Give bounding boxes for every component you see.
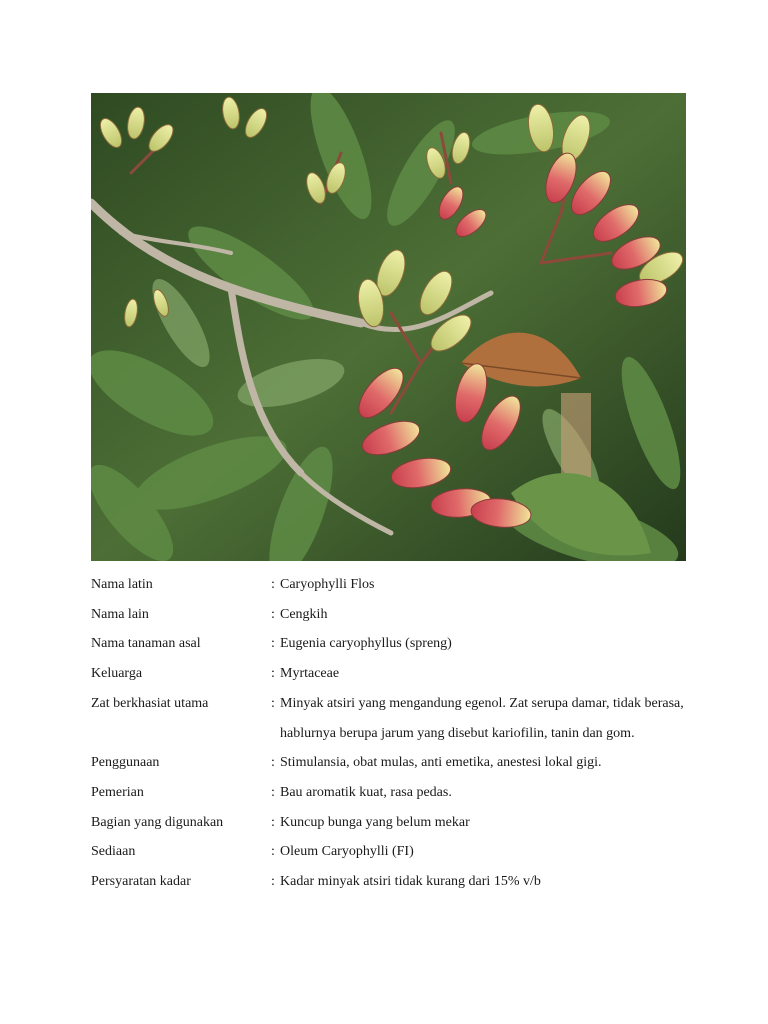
colon-separator: : — [271, 636, 275, 652]
colon-separator: : — [271, 844, 275, 860]
colon-separator: : — [271, 784, 275, 800]
info-row-nama-tanaman-asal — [91, 629, 691, 659]
field-label: Bagian yang digunakan — [91, 814, 224, 830]
field-value: Kadar minyak atsiri tidak kurang dari 15% v/b — [280, 874, 541, 890]
info-row-bagian-digunakan — [91, 808, 691, 838]
field-value: Bau aromatik kuat, rasa pedas. — [280, 784, 452, 800]
info-row-pemerian — [91, 778, 691, 808]
info-row-sediaan — [91, 837, 691, 867]
field-value: Minyak atsiri yang mengandung egenol. Zat serupa damar, tidak berasa, hablurnya berupa jarum yang disebut kariofilin, tanin dan gom. — [280, 695, 684, 741]
field-label: Nama lain — [91, 606, 149, 622]
field-value: Eugenia caryophyllus (spreng) — [280, 636, 452, 652]
colon-separator: : — [271, 695, 275, 711]
field-value: Cengkih — [280, 606, 328, 622]
field-label: Nama latin — [91, 577, 153, 592]
info-row-persyaratan-kadar — [91, 867, 691, 897]
info-row-zat-berkhasiat — [91, 689, 691, 748]
colon-separator: : — [271, 606, 275, 622]
colon-separator: : — [271, 666, 275, 682]
colon-separator: : — [271, 577, 275, 592]
monograph-info-table — [91, 570, 691, 897]
field-label: Keluarga — [91, 666, 143, 682]
info-row-penggunaan — [91, 748, 691, 778]
field-label: Persyaratan kadar — [91, 874, 191, 890]
field-label: Sediaan — [91, 844, 136, 860]
colon-separator: : — [271, 874, 275, 890]
field-value: Caryophylli Flos — [280, 577, 375, 592]
field-label: Pemerian — [91, 784, 144, 800]
field-value: Kuncup bunga yang belum mekar — [280, 814, 470, 830]
clove-plant-photo — [91, 93, 686, 561]
field-value: Oleum Caryophylli (FI) — [280, 844, 414, 860]
info-row-keluarga — [91, 659, 691, 689]
colon-separator: : — [271, 814, 275, 830]
info-row-nama-latin — [91, 570, 691, 600]
field-value: Myrtaceae — [280, 666, 340, 682]
clove-plant-illustration — [91, 93, 686, 561]
info-row-nama-lain — [91, 600, 691, 630]
colon-separator: : — [271, 755, 275, 771]
field-label: Nama tanaman asal — [91, 636, 201, 652]
field-label: Zat berkhasiat utama — [91, 695, 209, 711]
field-value: Stimulansia, obat mulas, anti emetika, anestesi lokal gigi. — [280, 755, 602, 771]
field-label: Penggunaan — [91, 755, 160, 771]
